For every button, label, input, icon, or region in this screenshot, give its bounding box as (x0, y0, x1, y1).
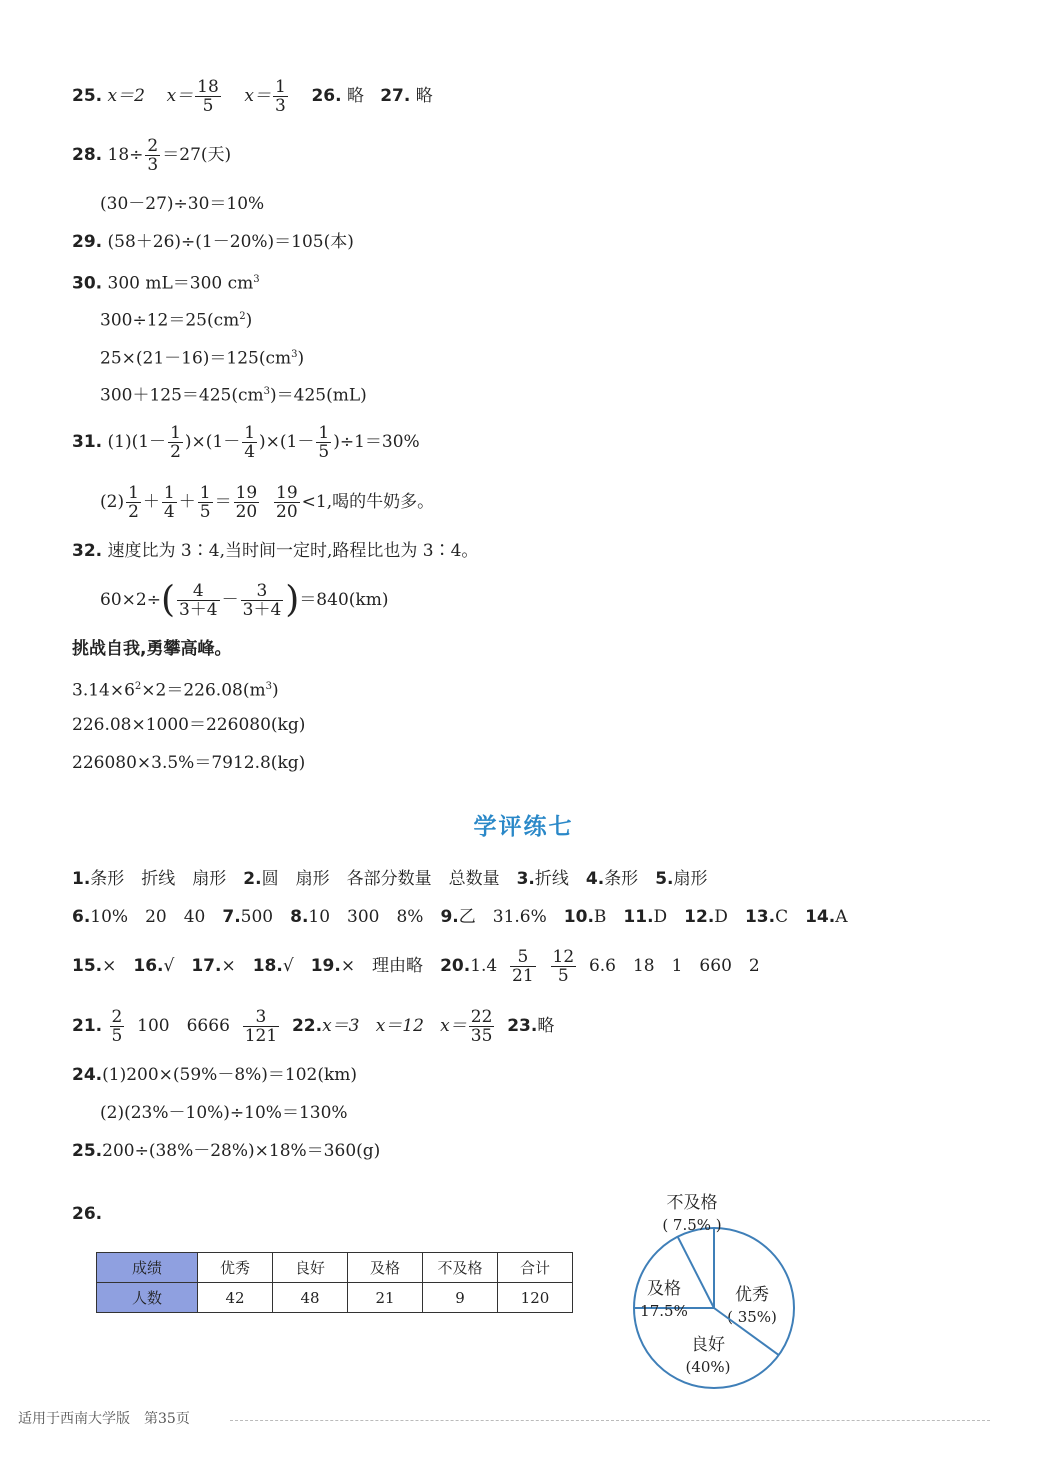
answers-row-3: 15.× 16.√ 17.× 18.√ 19.× 理由略 20.1.4 $\frac{5}{21}$ $\frac{12}{5}$ 6.6 18 1 660 2 (72, 947, 760, 986)
table-cell: 及格 (348, 1253, 423, 1283)
pie-slice-value: ( 7.5% ) (662, 1216, 722, 1234)
q30-line4: $300+125=425(cm^3)=425(mL)$ (100, 385, 367, 406)
table-row (97, 1283, 573, 1313)
q24-line2: (2)(23%－10%)÷10%＝130% (100, 1103, 348, 1123)
challenge-line2: 226.08×1000＝226080(kg) (72, 715, 306, 735)
q31-line1: 31. (1)(1－ $\frac{1}{2}$ )×(1－ $\frac{1}{4}$ )×(1－ $\frac{1}{5}$ )÷1＝30% (72, 423, 420, 462)
table-cell: 良好 (273, 1253, 348, 1283)
footer-text: 适用于西南大学版 第35页 (18, 1411, 190, 1427)
section-title: 学评练七 (473, 814, 574, 840)
q30-line3: $25\times(21-16)=125(cm^3)$ (100, 348, 305, 369)
q32-line2: 60×2÷( $\frac{4}{3+4}$ － $\frac{3}{3+4}$ )＝840(km) (100, 579, 389, 621)
q25b-line: 25.200÷(38%－28%)×18%＝360(g) (72, 1141, 381, 1161)
score-table (96, 1252, 573, 1313)
pie-chart (594, 1172, 834, 1412)
table-cell: 9 (423, 1283, 498, 1313)
table-cell: 48 (273, 1283, 348, 1313)
pie-slice-value: ( 35%) (727, 1308, 777, 1326)
pie-slice-value: 17.5% (640, 1302, 688, 1320)
q25-line: 25. x＝2 x＝ $\frac{18}{5}$ x＝ $\frac{1}{3}$ 26. 略 27. 略 (72, 77, 433, 116)
q30-line2: $300\div 12=25(cm^2)$ (100, 310, 253, 331)
q28-line: 28. 18÷ $\frac{2}{3}$ ＝27(天) (72, 136, 232, 175)
table-cell: 不及格 (423, 1253, 498, 1283)
pie-slice-label: 不及格 (666, 1193, 718, 1213)
pie-slice-value: (40%) (685, 1358, 731, 1376)
table-cell: 合计 (498, 1253, 573, 1283)
answers-row-4: 21. $\frac{2}{5}$ 100 6666 $\frac{3}{121}$ 22.x＝3 x＝12 x＝ $\frac{22}{35}$ 23.略 (72, 1007, 555, 1046)
q30-line1: 30. 300 mL＝300 $cm^3$ (72, 273, 260, 294)
q26-label: 26. (72, 1204, 103, 1224)
challenge-line1: $3.14\times 6^2\times 2=226.08(m^3)$ (72, 680, 279, 701)
q28-line2: (30－27)÷30＝10% (100, 194, 265, 214)
table-cell: 成绩 (97, 1253, 198, 1283)
table-cell: 优秀 (198, 1253, 273, 1283)
answers-row-1: 1.条形 折线 扇形 2.圆 扇形 各部分数量 总数量 3.折线 4.条形 5.扇形 (72, 869, 708, 889)
fraction: $\frac{18}{5}$ (197, 77, 219, 116)
table-cell: 42 (198, 1283, 273, 1313)
pie-slice-label: 优秀 (735, 1285, 769, 1305)
footer-divider (230, 1420, 990, 1421)
q31-line2: (2) $\frac{1}{2}$ ＋ $\frac{1}{4}$ ＋ $\frac{1}{5}$ ＝ $\frac{19}{20}$ $\frac{19}{20}$ <1,喝的牛奶多。 (100, 483, 435, 522)
q29-line: 29. (58＋26)÷(1－20%)＝105(本) (72, 232, 354, 252)
table-cell: 人数 (97, 1283, 198, 1313)
pie-slice-label: 良好 (691, 1335, 725, 1355)
fraction: $\frac{2}{3}$ (147, 136, 159, 175)
table-cell: 120 (498, 1283, 573, 1313)
table-cell: 21 (348, 1283, 423, 1313)
table-row (97, 1253, 573, 1283)
challenge-line3: 226080×3.5%＝7912.8(kg) (72, 753, 306, 773)
pie-slice-label: 及格 (647, 1279, 681, 1299)
pie-slice-boundary (678, 1237, 714, 1308)
q24-line1: 24.(1)200×(59%－8%)＝102(km) (72, 1065, 358, 1085)
answers-row-2: 6.10% 20 40 7.500 8.10 300 8% 9.乙 31.6% 10.B 11.D 12.D 13.C 14.A (72, 907, 848, 927)
challenge-title: 挑战自我,勇攀高峰。 (72, 639, 232, 659)
fraction: $\frac{1}{3}$ (275, 77, 286, 116)
q32-line1: 32. 速度比为 3∶4,当时间一定时,路程比也为 3∶4。 (72, 541, 479, 561)
